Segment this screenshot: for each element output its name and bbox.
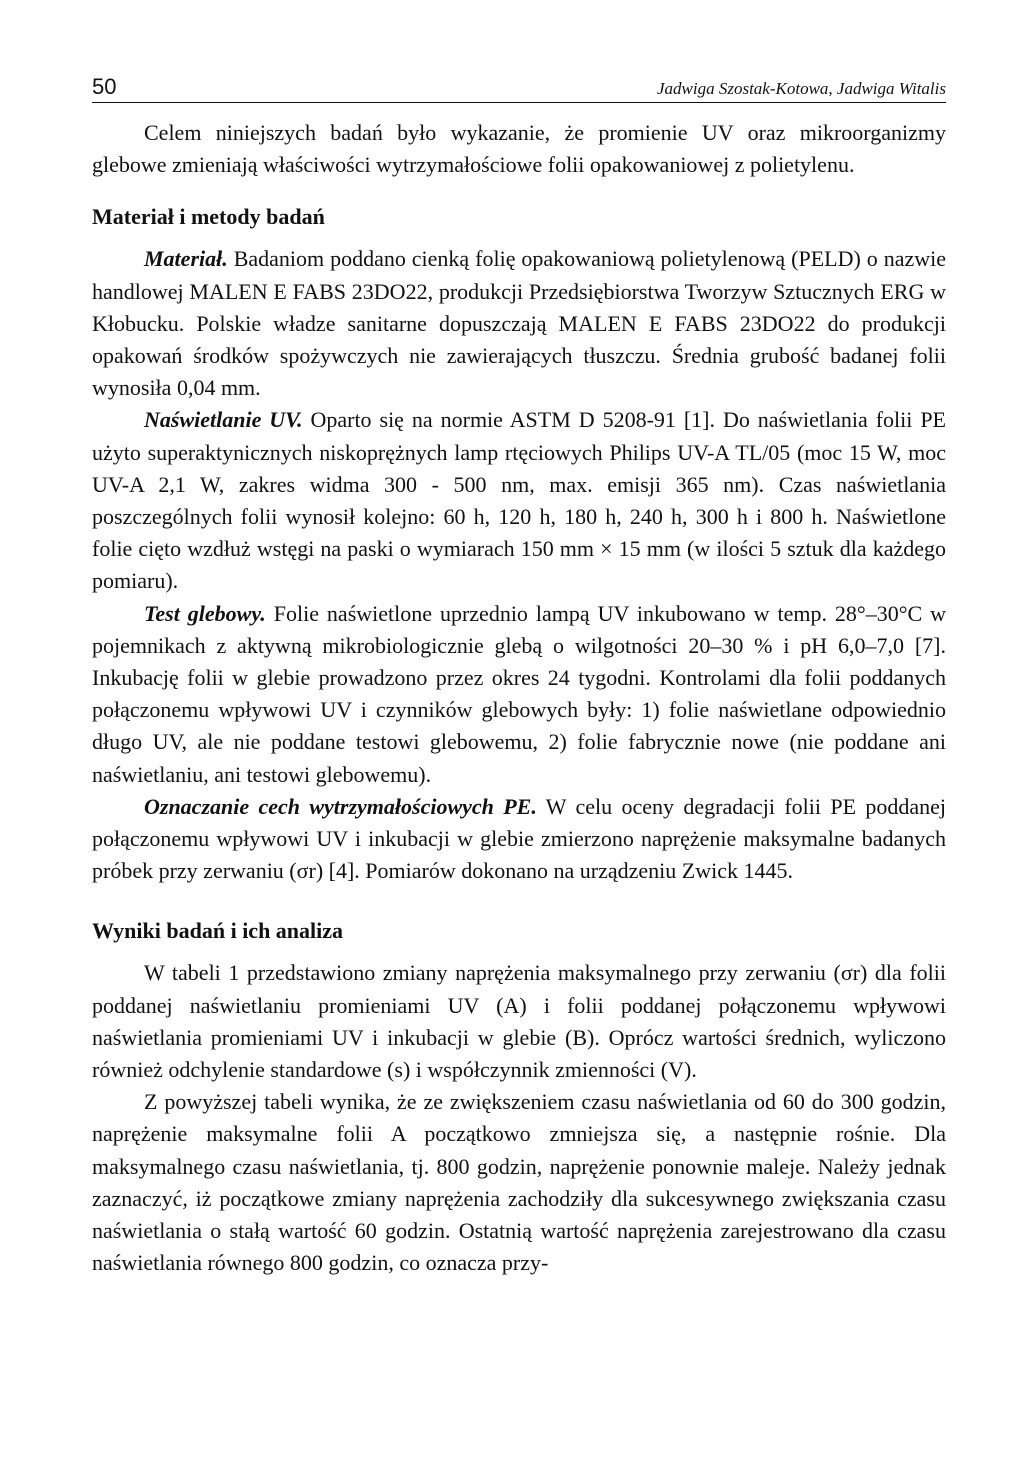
results-paragraph-1: W tabeli 1 przedstawiono zmiany naprężenia maksymalnego przy zerwaniu (σr) dla folii poddanej naświetlaniu promieniami UV (A) i folii poddanej połączonemu wpływowi naświetlania promieniami UV i inkubacji w glebie (B). Oprócz wartości średnich, wyliczono również odchylenie standardowe (s) i współczynnik zmienności (V). (92, 960, 946, 1083)
page-number: 50 (92, 74, 117, 99)
strength-lead: Oznaczanie cech wytrzymałościowych PE. (144, 793, 537, 819)
uv-text: Oparto się na normie ASTM D 5208-91 [1]. Do naświetlania folii PE użyto superaktynicznych niskoprężnych lamp rtęciowych Philips UV-A TL/05 (moc 15 W, moc UV-A 2,1 W, zakres widma 300 - 500 nm, max. emisji 365 nm). Czas naświetlania poszczególnych folii wynosił kolejno: 60 h, 120 h, 180 h, 240 h, 300 h i 800 h. Naświetlone folie cięto wzdłuż wstęgi na paski o wymiarach 150 mm × 15 mm (w ilości 5 sztuk dla każdego pomiaru). (92, 407, 946, 594)
results-paragraph-2: Z powyższej tabeli wynika, że ze zwiększeniem czasu naświetlania od 60 do 300 godzin, naprężenie maksymalne folii A początkowo zmniejsza się, a następnie rośnie. Dla maksymalnego czasu naświetlania, tj. 800 godzin, naprężenie ponownie maleje. Należy jednak zaznaczyć, iż początkowe zmiany naprężenia zachodziły dla sukcesywnego zwiększania czasu naświetlania o stałą wartość 60 godzin. Ostatnią wartość naprężenia zarejestrowano dla czasu naświetlania równego 800 godzin, co oznacza przy- (92, 1089, 946, 1276)
uv-lead: Naświetlanie UV. (144, 407, 303, 433)
running-head: Jadwiga Szostak-Kotowa, Jadwiga Witalis (656, 79, 946, 98)
soil-test-lead: Test glebowy. (144, 600, 266, 626)
material-text: Badaniom poddano cienką folię opakowaniową polietylenową (PELD) o nazwie handlowej MALEN E FABS 23DO22, produkcji Przedsiębiorstwa Tworzyw Sztucznych ERG w Kłobucku. Polskie władze sanitarne dopuszczają MALEN E FABS 23DO22 do produkcji opakowań środków spożywczych nie zawierających tłuszczu. Średnia grubość badanej folii wynosiła 0,04 mm. (92, 246, 946, 401)
methods-heading: Materiał i metody badań (92, 204, 325, 230)
results-heading: Wyniki badań i ich analiza (92, 918, 344, 944)
material-lead: Materiał. (144, 246, 228, 272)
material-paragraph (92, 243, 946, 404)
page-header (92, 68, 946, 103)
uv-paragraph (92, 404, 946, 597)
soil-test-text: Folie naświetlone uprzednio lampą UV inkubowano w temp. 28°–30°C w pojemnikach z aktywną mikrobiologicznie glebą o wilgotności 20–30 % i pH 6,0–7,0 [7]. Inkubację folii w glebie prowadzono przez okres 24 tygodni. Kontrolami dla folii poddanych połączonemu wpływowi UV i czynników glebowych były: 1) folie naświetlane odpowiednio długo UV, ale nie poddane testowi glebowemu, 2) folie fabrycznie nowe (nie poddane ani naświetlaniu, ani testowi glebowemu). (92, 600, 947, 787)
paper-page (92, 68, 946, 1280)
intro-paragraph: Celem niniejszych badań było wykazanie, że promienie UV oraz mikroorganizmy glebowe zmieniają właściwości wytrzymałościowe folii opakowaniowej z polietylenu. (92, 120, 946, 178)
strength-text: W celu oceny degradacji folii PE poddanej połączonemu wpływowi UV i inkubacji w glebie zmierzono naprężenie maksymalne badanych próbek przy zerwaniu (σr) [4]. Pomiarów dokonano na urządzeniu Zwick 1445. (92, 793, 946, 884)
soil-test-paragraph (92, 598, 946, 791)
strength-paragraph (92, 791, 946, 888)
